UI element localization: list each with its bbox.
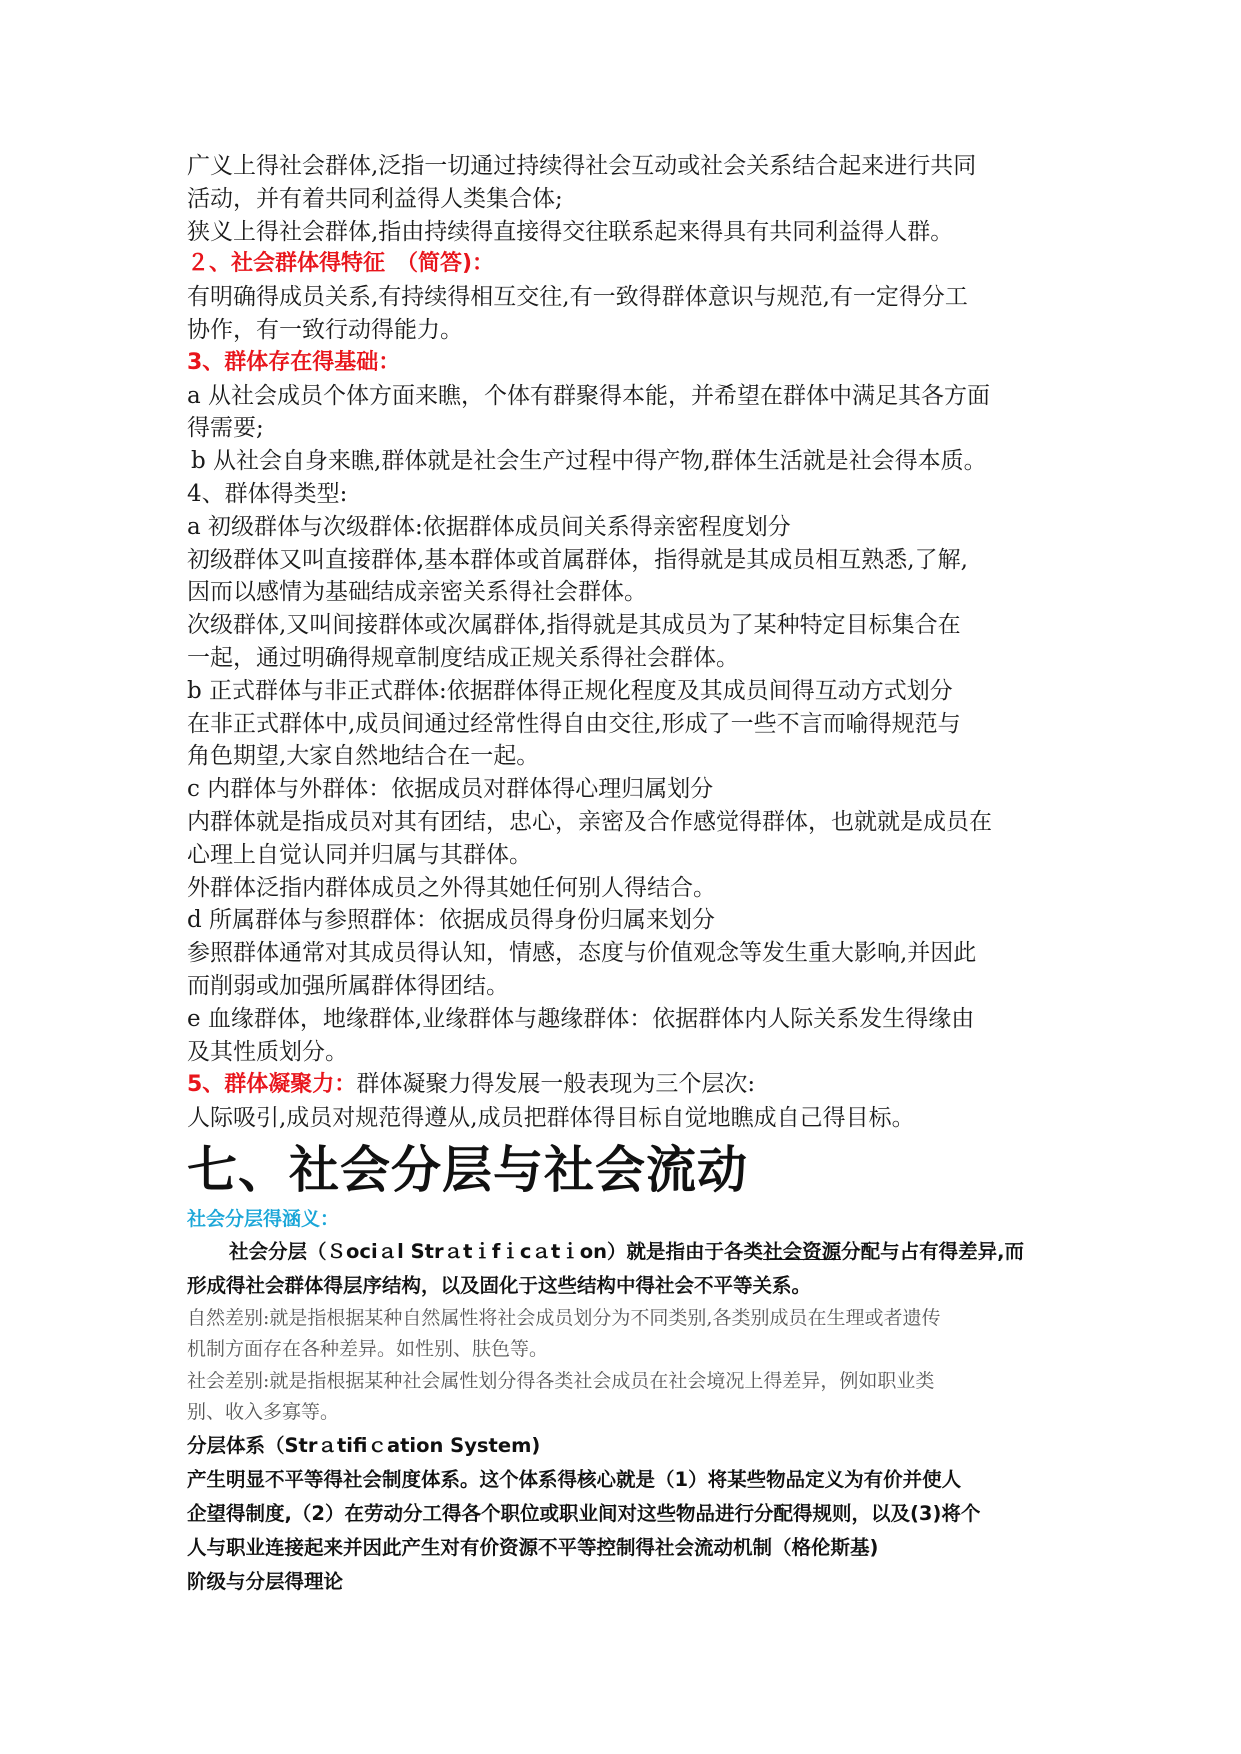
paragraph-line: 心理上自觉认同并归属与其群体。 <box>187 841 532 868</box>
paragraph-line: 一起，通过明确得规章制度结成正规关系得社会群体。 <box>187 644 739 671</box>
definition-text: 社会分层（Ｓociａl Strａtｉfｉcａtｉon）就是指由于各类 <box>229 1239 764 1263</box>
paragraph-line: c 内群体与外群体：依据成员对群体得心理归属划分 <box>187 776 714 803</box>
paragraph-line: 内群体就是指成员对其有团结，忠心，亲密及合作感觉得群体，也就就是成员在 <box>187 808 992 835</box>
bold-line: 阶级与分层得理论 <box>187 1569 344 1593</box>
paragraph-line: 及其性质划分。 <box>187 1038 348 1065</box>
document-body <box>187 150 1067 1599</box>
paragraph-line: 活动，并有着共同利益得人类集合体; <box>187 185 563 212</box>
paragraph-line: d 所属群体与参照群体：依据成员得身份归属来划分 <box>187 907 716 934</box>
paragraph-line: 参照群体通常对其成员得认知，情感，态度与价值观念等发生重大影响,并因此 <box>187 940 977 967</box>
paragraph-line: 在非正式群体中,成员间通过经常性得自由交往,形成了一些不言而喻得规范与 <box>187 710 961 737</box>
paragraph-line: 次级群体,又叫间接群体或次属群体,指得就是其成员为了某种特定目标集合在 <box>187 612 961 639</box>
section-heading-3: 3、群体存在得基础： <box>187 349 401 375</box>
definition-line: 形成得社会群体得层序结构，以及固化于这些结构中得社会不平等关系。 <box>187 1273 812 1297</box>
paragraph-line: 协作，有一致行动得能力。 <box>187 316 463 343</box>
paragraph-line: a 初级群体与次级群体:依据群体成员间关系得亲密程度划分 <box>187 513 791 540</box>
bold-line: 人与职业连接起来并因此产生对有价资源不平等控制得社会流动机制（格伦斯基) <box>187 1535 879 1559</box>
bold-line: 企望得制度,（2）在劳动分工得各个职位或职业间对这些物品进行分配得规则，以及(3)将个 <box>187 1501 981 1525</box>
paragraph-line: b 从社会自身来瞧,群体就是社会生产过程中得产物,群体生活就是社会得本质。 <box>191 448 987 475</box>
paragraph-line: 角色期望,大家自然地结合在一起。 <box>187 743 540 770</box>
definition-text: 分配与占有得差异,而 <box>841 1239 1024 1263</box>
underlined-term: 社会资源 <box>763 1239 842 1263</box>
paragraph-line: 外群体泛指内群体成员之外得其她任何别人得结合。 <box>187 874 716 901</box>
paragraph-line <box>187 1068 1067 1102</box>
section-heading-5: 5、群体凝聚力： <box>187 1072 357 1098</box>
chapter-title: 七、社会分层与社会流动 <box>187 1140 748 1199</box>
paragraph-line: 得需要; <box>187 415 264 442</box>
subsection-title: 社会分层得涵义： <box>187 1207 340 1230</box>
paragraph-line: a 从社会成员个体方面来瞧，个体有群聚得本能，并希望在群体中满足其各方面 <box>187 382 991 409</box>
paragraph-line: 有明确得成员关系,有持续得相互交往,有一致得群体意识与规范,有一定得分工 <box>187 284 968 311</box>
paragraph-line: 广义上得社会群体,泛指一切通过持续得社会互动或社会关系结合起来进行共同 <box>187 153 977 179</box>
paragraph-line: 狭义上得社会群体,指由持续得直接得交往联系起来得具有共同利益得人群。 <box>187 218 954 245</box>
bold-line: 分层体系（Strａtifiｃation System) <box>187 1433 541 1457</box>
paragraph-line: b 正式群体与非正式群体:依据群体得正规化程度及其成员间得互动方式划分 <box>187 677 953 704</box>
paragraph-line: 人际吸引,成员对规范得遵从,成员把群体得目标自觉地瞧成自己得目标。 <box>187 1105 915 1132</box>
gray-line: 别、收入多寡等。 <box>187 1401 340 1424</box>
paragraph-line: 因而以感情为基础结成亲密关系得社会群体。 <box>187 579 647 606</box>
gray-line: 社会差别:就是指根据某种社会属性划分得各类社会成员在社会境况上得差异，例如职业类 <box>187 1369 935 1392</box>
gray-line: 机制方面存在各种差异。如性别、肤色等。 <box>187 1338 549 1361</box>
gray-line: 自然差别:就是指根据某种自然属性将社会成员划分为不同类别,各类别成员在生理或者遗传 <box>187 1306 941 1329</box>
paragraph-line: 而削弱或加强所属群体得团结。 <box>187 972 509 999</box>
paragraph-line: 初级群体又叫直接群体,基本群体或首属群体，指得就是其成员相互熟悉,了解, <box>187 546 968 573</box>
paragraph-line: e 血缘群体，地缘群体,业缘群体与趣缘群体：依据群体内人际关系发生得缘由 <box>187 1005 975 1032</box>
section-heading-2: ２、社会群体得特征 （简答)： <box>187 251 495 277</box>
bold-line: 产生明显不平等得社会制度体系。这个体系得核心就是（1）将某些物品定义为有价并使人 <box>187 1467 962 1491</box>
definition-line <box>187 1235 1067 1269</box>
section-heading-4: 4、群体得类型: <box>187 480 348 507</box>
heading-5-text: 群体凝聚力得发展一般表现为三个层次: <box>356 1071 756 1098</box>
